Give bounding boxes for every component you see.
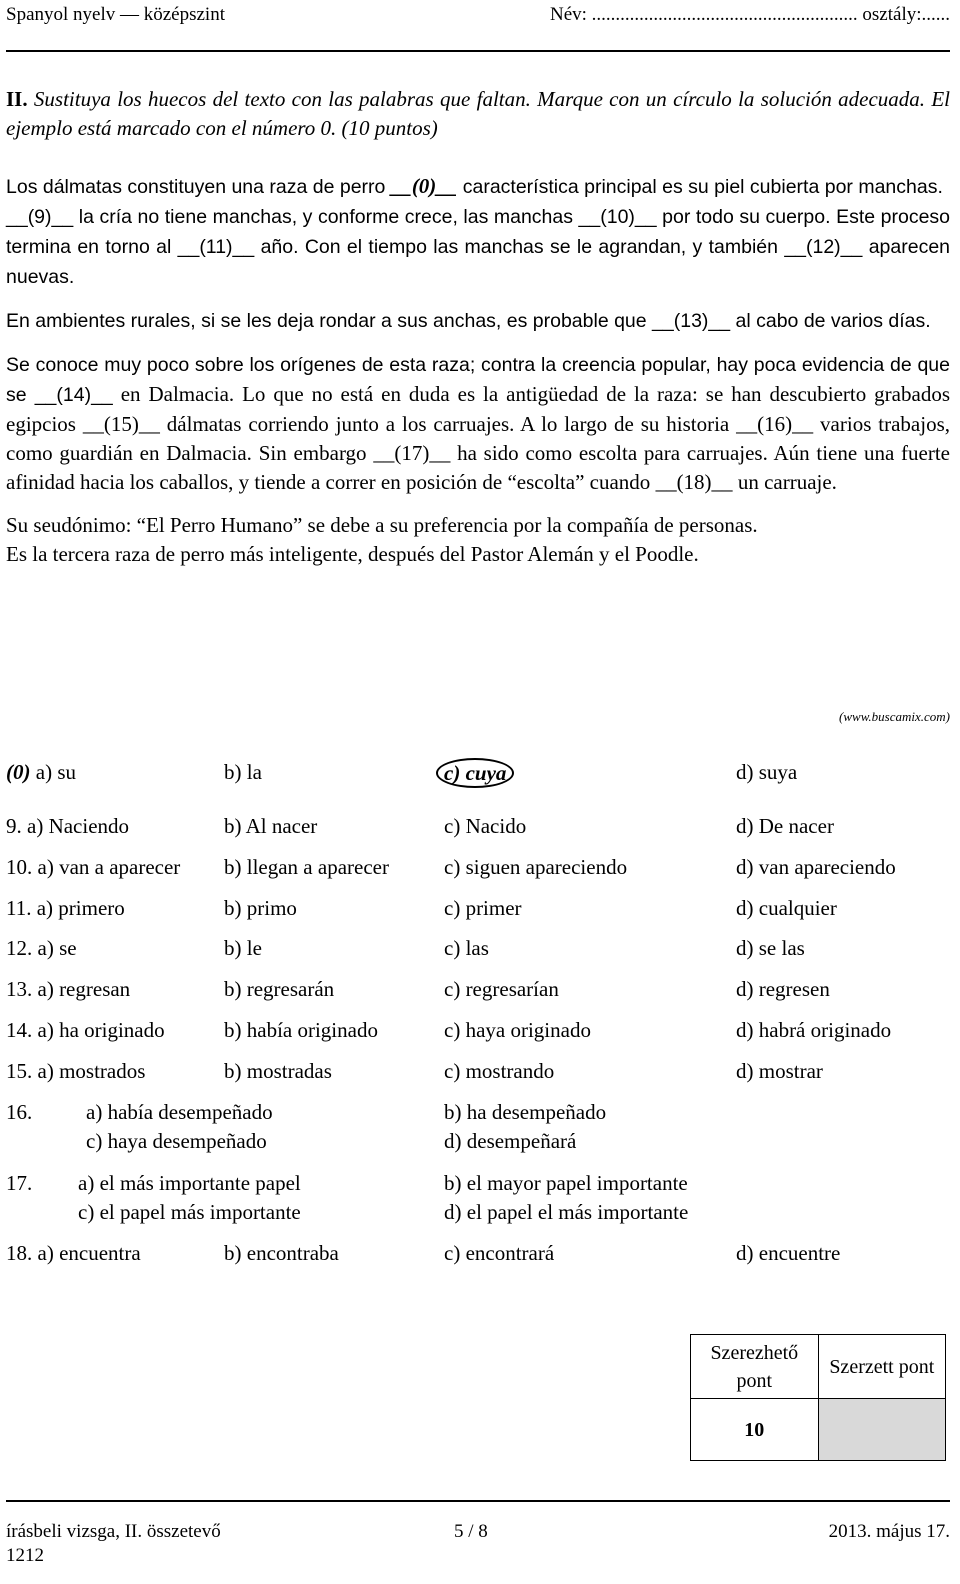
- earned-points-header: Szerzett pont: [818, 1335, 945, 1399]
- option-c[interactable]: c) encontrará: [444, 1241, 555, 1265]
- paragraph-2: __(9)__ la cría no tiene manchas, y conforme crece, las manchas __(10)__ por todo su cuerpo. Este proceso termina en torno al __(11)__ año. Con el tiempo las manchas se le agrandan, y también __(12)__ aparecen nuevas.: [6, 206, 951, 288]
- max-points-header: Szerezhető pont: [691, 1335, 819, 1399]
- option-a[interactable]: 12. a) se: [6, 936, 77, 960]
- option-c[interactable]: c) mostrando: [444, 1059, 555, 1083]
- gap-0: __(0)__: [390, 174, 458, 198]
- option-b[interactable]: b) llegan a aparecer: [224, 855, 389, 879]
- option-c[interactable]: c) haya originado: [444, 1018, 591, 1042]
- option-d[interactable]: d) cualquier: [736, 896, 837, 920]
- option-c[interactable]: c) haya desempeñado: [86, 1129, 267, 1153]
- page-footer: [6, 1520, 950, 1580]
- option-b[interactable]: b) regresarán: [224, 977, 335, 1001]
- paragraph-3: En ambientes rurales, si se les deja rondar a sus anchas, es probable que __(13)__ al cabo de varios días.: [6, 310, 931, 332]
- option-a[interactable]: 9. a) Naciendo: [6, 814, 130, 838]
- earned-points-field[interactable]: [818, 1399, 945, 1461]
- question-row-12: [6, 934, 950, 964]
- example-option-a: (0) a) su: [6, 760, 76, 784]
- question-row-10: [6, 853, 950, 883]
- question-row-17-cont: [6, 1198, 950, 1228]
- gap-14: __(14)__: [34, 384, 113, 406]
- footer-divider: [6, 1500, 950, 1502]
- option-d[interactable]: d) se las: [736, 936, 805, 960]
- option-a[interactable]: a) había desempeñado: [86, 1100, 273, 1124]
- question-row-11: [6, 894, 950, 924]
- option-d[interactable]: d) desempeñará: [444, 1129, 577, 1153]
- option-d[interactable]: d) el papel el más importante: [444, 1200, 689, 1224]
- question-row-16: [6, 1098, 950, 1128]
- option-a[interactable]: 11. a) primero: [6, 896, 125, 920]
- option-b[interactable]: b) encontraba: [224, 1241, 339, 1265]
- source-citation: (www.buscamix.com): [839, 709, 950, 724]
- reading-passage: [6, 172, 950, 569]
- question-row-18: [6, 1239, 950, 1269]
- question-row-16-cont: [6, 1127, 950, 1157]
- option-d[interactable]: d) habrá originado: [736, 1018, 892, 1042]
- gap-17: __(17)__: [373, 441, 451, 465]
- exam-date: 2013. május 17.: [828, 1521, 950, 1542]
- header-divider: [6, 50, 950, 52]
- option-c[interactable]: c) regresarían: [444, 977, 559, 1001]
- paragraph-4: Se conoce muy poco sobre los orígenes de esta raza; contra la creencia popular, hay poca evidencia de que se __(14)__ en Dalmacia. Lo que no está en duda es la antigüedad de la raza: se han descubierto grabados egipcios __(15)__ dálmatas corriendo junto a los carruajes. A lo largo de su historia __(16)__ varios trabajos, como guardián en Dalmacia. Sin embargo __(17)__ ha sido como escolta para carruajes. Aún tiene una fuerte afinidad hacia los caballos, y tiende a correr en posición de “escolta” cuando __(18)__ un carruaje.: [6, 354, 951, 494]
- option-d[interactable]: d) mostrar: [736, 1059, 823, 1083]
- question-row-14: [6, 1016, 950, 1046]
- option-a[interactable]: a) el más importante papel: [78, 1171, 301, 1195]
- option-d[interactable]: d) van apareciendo: [736, 855, 896, 879]
- example-option-c: [444, 758, 514, 788]
- question-row-9: [6, 812, 950, 842]
- gap-16: __(16)__: [736, 412, 814, 436]
- option-d[interactable]: d) encuentre: [736, 1241, 841, 1265]
- option-b[interactable]: b) mostradas: [224, 1059, 332, 1083]
- task-text: Sustituya los huecos del texto con las palabras que faltan. Marque con un círculo la solución adecuada. El ejemplo está marcado con el número 0. (10 puntos): [6, 87, 950, 140]
- option-d[interactable]: d) regresen: [736, 977, 830, 1001]
- example-option-d: d) suya: [736, 760, 798, 784]
- option-a[interactable]: 15. a) mostrados: [6, 1059, 146, 1083]
- option-c[interactable]: c) el papel más importante: [78, 1200, 301, 1224]
- option-b[interactable]: b) le: [224, 936, 262, 960]
- example-row: [6, 758, 950, 788]
- question-number: 16.: [6, 1100, 33, 1124]
- page-number: 5 / 8: [454, 1521, 488, 1542]
- option-a[interactable]: 13. a) regresan: [6, 977, 131, 1001]
- option-b[interactable]: b) ha desempeñado: [444, 1100, 607, 1124]
- exam-part: írásbeli vizsga, II. összetevő: [6, 1521, 221, 1542]
- name-class-field: Név: ........................................................ osztály:......: [549, 4, 950, 25]
- option-c[interactable]: c) las: [444, 936, 489, 960]
- gap-18: __(18)__: [655, 470, 733, 494]
- option-d[interactable]: d) De nacer: [736, 814, 834, 838]
- option-b[interactable]: b) el mayor papel importante: [444, 1171, 688, 1195]
- question-row-13: [6, 975, 950, 1005]
- gap-10: __(10)__: [578, 206, 657, 228]
- exam-code: 1212: [6, 1545, 44, 1566]
- option-a[interactable]: 18. a) encuentra: [6, 1241, 141, 1265]
- question-row-17: [6, 1169, 950, 1199]
- paragraph-5: Su seudónimo: “El Perro Humano” se debe a su preferencia por la compañía de personas. Es la tercera raza de perro más inteligente, después del Pastor Alemán y el Poodle.: [6, 513, 758, 566]
- task-instruction: [6, 85, 950, 143]
- option-a[interactable]: 14. a) ha originado: [6, 1018, 165, 1042]
- question-number: 17.: [6, 1171, 33, 1195]
- example-option-b: b) la: [224, 760, 262, 784]
- option-c[interactable]: c) Nacido: [444, 814, 527, 838]
- option-a[interactable]: 10. a) van a aparecer: [6, 855, 181, 879]
- gap-9: __(9)__: [6, 206, 74, 228]
- question-row-15: [6, 1057, 950, 1087]
- gap-12: __(12)__: [784, 236, 863, 258]
- task-number: II.: [6, 87, 28, 111]
- gap-13: __(13)__: [652, 310, 731, 332]
- subject-level: Spanyol nyelv — középszint: [6, 4, 225, 25]
- answer-circle: c) cuya: [436, 758, 514, 788]
- page-header: [6, 2, 950, 36]
- gap-15: __(15)__: [82, 412, 160, 436]
- option-c[interactable]: c) primer: [444, 896, 522, 920]
- paragraph-1: Los dálmatas constituyen una raza de perro __(0)__ característica principal es su piel cubierta por manchas.: [6, 174, 943, 198]
- option-b[interactable]: b) primo: [224, 896, 297, 920]
- gap-11: __(11)__: [177, 236, 255, 258]
- score-table: [690, 1334, 946, 1461]
- option-b[interactable]: b) había originado: [224, 1018, 378, 1042]
- option-b[interactable]: b) Al nacer: [224, 814, 318, 838]
- max-points-value: 10: [691, 1399, 819, 1461]
- option-c[interactable]: c) siguen apareciendo: [444, 855, 628, 879]
